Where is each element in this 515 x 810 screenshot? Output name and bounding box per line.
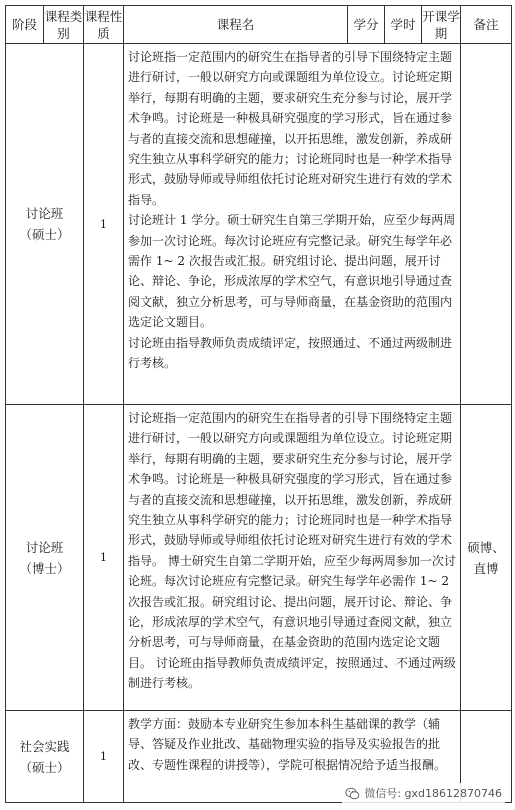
description-paragraph: 讨论班指一定范围内的研究生在指导者的引导下围绕特定主题进行研讨，一般以研究方向或课题组为单位设立。讨论班定期举行，每期有明确的主题，要求研究生充分参与讨论，展开学术争鸣。讨论班是一种极具研究强度的学习形式，旨在通过参与者的直接交流和思想碰撞，以开拓思维，激发创新，养成研究生独立从事科学研究的能力；讨论班同时也是一种学术指导形式，鼓励导师或导师组依托讨论班对研究生进行有效的学术指导。 (128, 50, 453, 207)
remark-cell (461, 405, 512, 711)
course-table (5, 5, 512, 803)
nature-cell: 1 (84, 44, 124, 405)
header-category: 课程类别 (44, 6, 84, 44)
watermark-text: 微信号: gxd18612870746 (364, 787, 502, 800)
header-nature: 课程性质 (84, 6, 124, 44)
description-paragraph: 讨论班由指导教师负责成绩评定，按照通过、不通过两级制进行考核。 (128, 335, 453, 371)
wechat-icon (345, 786, 360, 801)
stage-degree: （硕士） (19, 759, 70, 775)
remark-line: 硕博、 (467, 539, 505, 555)
stage-label: 讨论班 (25, 539, 64, 555)
header-course-name: 课程名 (124, 6, 348, 44)
stage-cell (6, 711, 84, 803)
stage-cell (6, 405, 84, 711)
table-row (6, 405, 512, 711)
table-row (6, 44, 512, 405)
stage-label: 社会实践 (19, 738, 70, 754)
stage-label: 讨论班 (25, 206, 64, 221)
header-credit: 学分 (348, 6, 385, 44)
remark-line: 直博 (473, 560, 499, 576)
header-stage: 阶段 (6, 6, 44, 44)
nature-cell: 1 (84, 711, 124, 803)
description-cell (124, 405, 461, 711)
header-row (6, 6, 512, 44)
stage-degree: （博士） (19, 560, 70, 576)
header-remark: 备注 (461, 6, 512, 44)
stage-cell (6, 44, 84, 405)
description-cell (124, 44, 461, 405)
stage-degree: （硕士） (19, 227, 70, 242)
wechat-watermark (342, 783, 505, 803)
description-paragraph: 讨论班指一定范围内的研究生在指导者的引导下围绕特定主题进行研讨，一般以研究方向或课题组为单位设立。讨论班定期举行，每期有明确的主题，要求研究生充分参与讨论，展开学术争鸣。讨论班是一种极具研究强度的学习形式，旨在通过参与者的直接交流和思想碰撞，以开拓思维，激发创新，养成研究生独立从事科学研究的能力；讨论班同时也是一种学术指导形式，鼓励导师或导师组依托讨论班对研究生进行有效的学术指导。 博士研究生自第二学期开始，应至少每两周参加一次讨论班。每次讨论班应有完整记录。研究生每学年必需作 1~ 2 次报告或汇报。研究组讨论、提出问题，展开讨论、辩论、争论，形成浓厚的学术空气，有意识地引导通过查阅文献，独立分析思考，可与导师商量，在基金资助的范围内选定论文题目。 讨论班由指导教师负责成绩评定，按照通过、不通过两级制进行考核。 (128, 411, 456, 691)
header-hours: 学时 (385, 6, 422, 44)
nature-cell: 1 (84, 405, 124, 711)
description-paragraph: 教学方面：鼓励本专业研究生参加本科生基础课的教学（辅导、答疑及作业批改、基础物理实验的指导及实验报告的批改、专题性课程的讲授等），学院可根据情况给予适当报酬。 (128, 717, 447, 772)
header-semester: 开课学期 (422, 6, 461, 44)
remark-cell (461, 44, 512, 405)
description-paragraph: 讨论班计 1 学分。硕士研究生自第三学期开始，应至少每两周参加一次讨论班。每次讨论班应有完整记录。研究生每学年必需作 1~ 2 次报告或汇报。研究组讨论、提出问题，展开讨论、辩论、争论，形成浓厚的学术空气，有意识地引导通过查阅文献，独立分析思考，可与导师商量，在基金资助的范围内选定论文题目。 (128, 213, 456, 330)
